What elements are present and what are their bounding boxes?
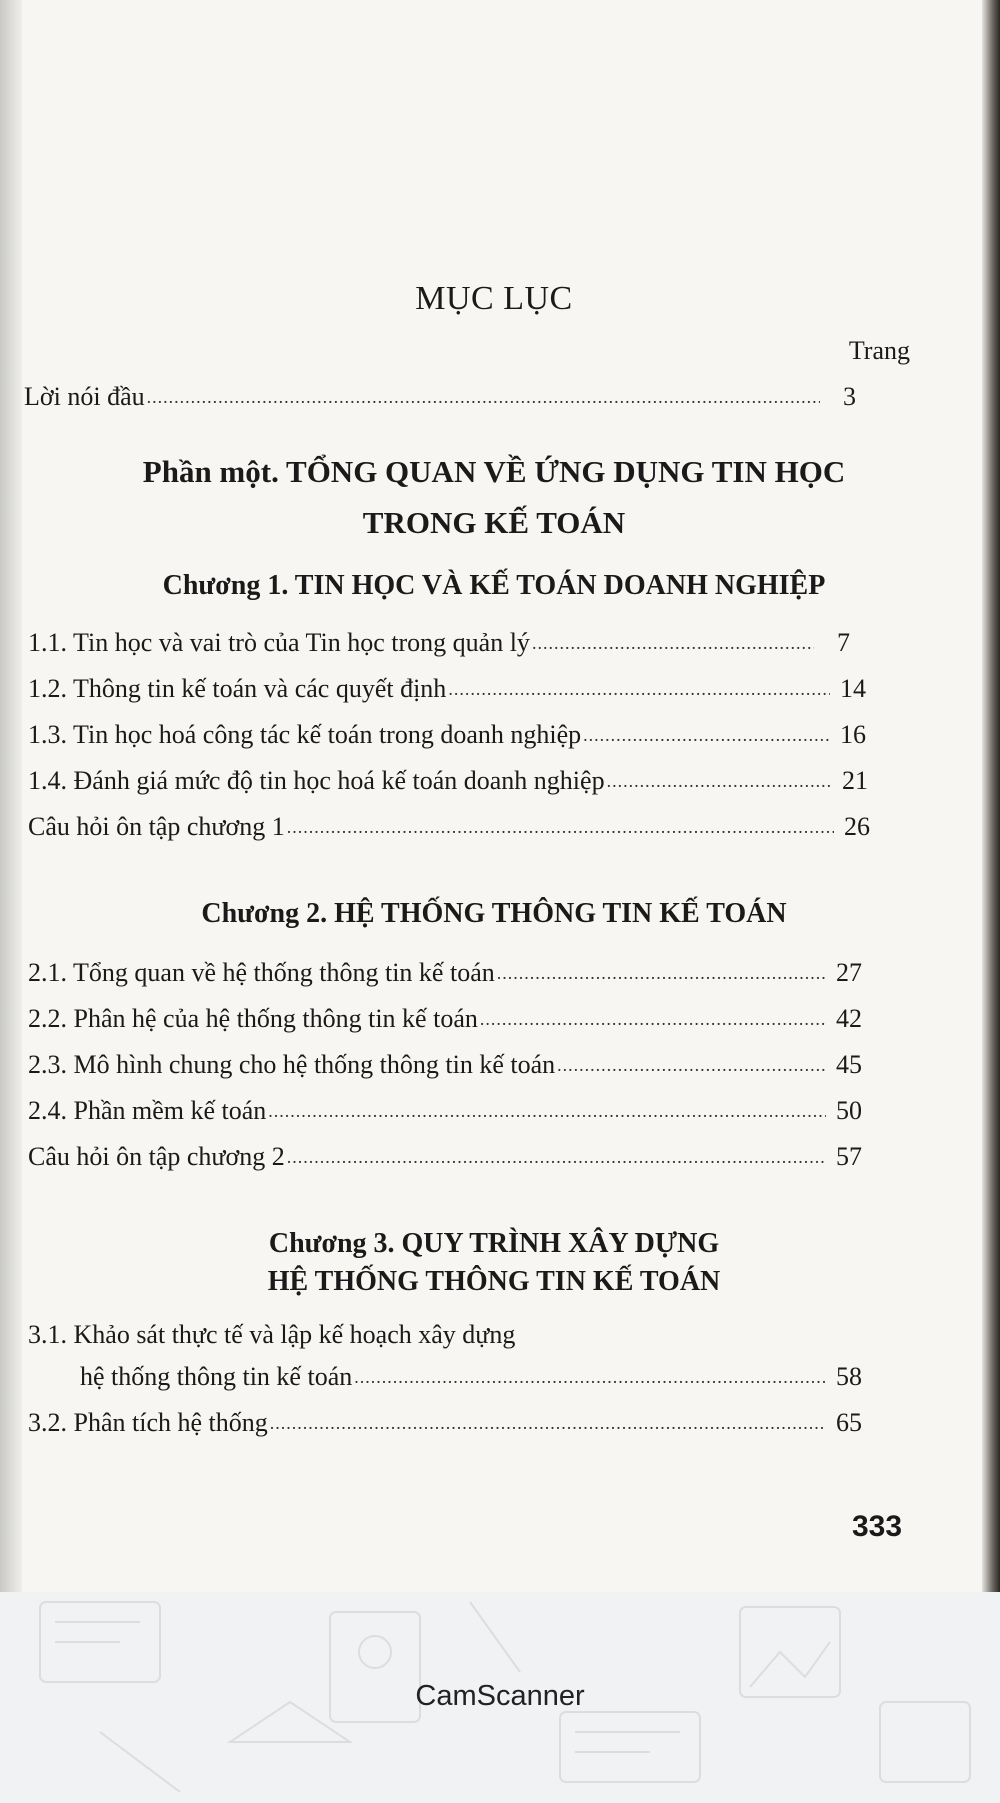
- dot-leader: [607, 772, 832, 790]
- toc-entry-label: 1.3. Tin học hoá công tác kế toán trong doanh nghiệp: [28, 720, 582, 749]
- dot-leader: [270, 1414, 826, 1432]
- toc-entry-label: 3.2. Phân tích hệ thống: [28, 1408, 268, 1437]
- dot-leader: [583, 726, 830, 744]
- toc-entry-label: 2.3. Mô hình chung cho hệ thống thông tin kế toán: [28, 1050, 556, 1079]
- toc-entry-page: 26: [844, 812, 870, 841]
- toc-entry-page: 21: [842, 766, 868, 795]
- dot-leader: [147, 388, 820, 406]
- toc-entry-label: 1.4. Đánh giá mức độ tin học hoá kế toán doanh nghiệp: [28, 766, 605, 795]
- toc-entry: [28, 1408, 862, 1438]
- scanner-footer: [0, 1592, 1000, 1803]
- toc-entry-page: 14: [840, 674, 866, 703]
- toc-entry: [28, 766, 868, 796]
- toc-entry-label: Câu hỏi ôn tập chương 1: [28, 812, 285, 841]
- toc-entry-page: 42: [836, 1004, 862, 1033]
- toc-entry-label: 3.1. Khảo sát thực tế và lập kế hoạch xây dựng: [28, 1320, 516, 1349]
- page-number: 333: [852, 1510, 903, 1543]
- toc-entry-page: 45: [836, 1050, 862, 1079]
- dot-leader: [480, 1010, 826, 1028]
- dot-leader: [268, 1102, 826, 1120]
- dot-leader: [497, 964, 826, 982]
- dot-leader: [557, 1056, 826, 1074]
- toc-entry: [28, 674, 866, 704]
- toc-entry-page: 50: [836, 1096, 862, 1125]
- toc-entry: [28, 1050, 862, 1080]
- dot-leader: [354, 1368, 826, 1386]
- toc-entry: [28, 628, 850, 658]
- toc-entry-first-line: [28, 1320, 862, 1350]
- toc-entry-label: 2.2. Phân hệ của hệ thống thông tin kế toán: [28, 1004, 478, 1033]
- toc-entry-intro: [24, 382, 856, 412]
- toc-entry-label: Lời nói đầu: [24, 382, 145, 411]
- toc-entry-page: 57: [836, 1142, 862, 1171]
- part-heading-line2: TRONG KẾ TOÁN: [362, 505, 626, 540]
- toc-entry: [28, 720, 866, 750]
- dot-leader: [532, 634, 814, 652]
- toc-entry-label: 2.1. Tổng quan về hệ thống thông tin kế toán: [28, 958, 495, 987]
- book-edge: [982, 0, 1000, 1592]
- chapter3-heading-line1: Chương 3. QUY TRÌNH XÂY DỰNG: [268, 1228, 720, 1259]
- toc-entry-label: 1.1. Tin học và vai trò của Tin học trong quản lý: [28, 628, 530, 657]
- camscanner-brand: CamScanner: [415, 1680, 585, 1712]
- chapter2-heading: Chương 2. HỆ THỐNG THÔNG TIN KẾ TOÁN: [201, 898, 787, 929]
- part-heading-line1: Phần một. TỔNG QUAN VỀ ỨNG DỤNG TIN HỌC: [142, 454, 846, 489]
- toc-entry: [28, 958, 862, 988]
- dot-leader: [287, 1148, 826, 1166]
- dot-leader: [448, 680, 830, 698]
- dot-leader: [287, 818, 834, 836]
- toc-entry-page: 65: [836, 1408, 862, 1437]
- toc-entry-label: 1.2. Thông tin kế toán và các quyết định: [28, 674, 447, 703]
- page-title: MỤC LỤC: [415, 280, 573, 317]
- toc-entry-page: 16: [840, 720, 866, 749]
- toc-entry-page: 27: [836, 958, 862, 987]
- chapter3-heading-line2: HỆ THỐNG THÔNG TIN KẾ TOÁN: [267, 1266, 721, 1297]
- toc-entry-label: 2.4. Phần mềm kế toán: [28, 1096, 267, 1125]
- toc-entry: [28, 1096, 862, 1126]
- toc-entry-label: Câu hỏi ôn tập chương 2: [28, 1142, 285, 1171]
- toc-entry: [80, 1362, 862, 1392]
- page-column-label: Trang: [848, 336, 910, 365]
- chapter1-heading: Chương 1. TIN HỌC VÀ KẾ TOÁN DOANH NGHIỆP: [162, 570, 826, 601]
- toc-entry-page: 58: [836, 1362, 862, 1391]
- toc-entry: [28, 1142, 862, 1172]
- toc-entry: [28, 812, 870, 842]
- toc-entry-label: hệ thống thông tin kế toán: [80, 1362, 353, 1391]
- toc-entry-page: 7: [837, 628, 850, 657]
- toc-entry-page: 3: [843, 382, 856, 411]
- toc-entry: [28, 1004, 862, 1034]
